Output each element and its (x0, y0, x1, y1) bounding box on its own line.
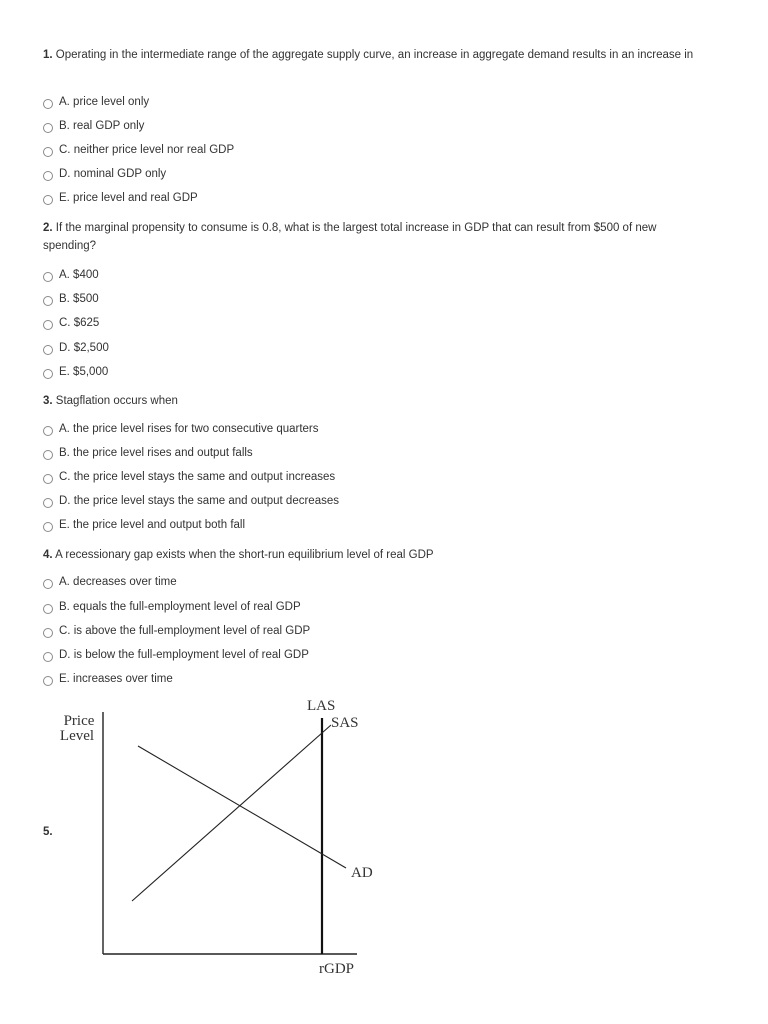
radio-icon[interactable] (43, 474, 53, 484)
q4-option-c[interactable] (43, 623, 310, 639)
question-number: 4. (43, 549, 53, 561)
radio-icon[interactable] (43, 498, 53, 508)
radio-icon[interactable] (43, 369, 53, 379)
q4-option-a[interactable] (43, 574, 177, 590)
q2-option-b[interactable] (43, 291, 99, 307)
sas-label: SAS (331, 715, 359, 731)
ad-curve (138, 746, 346, 868)
radio-icon[interactable] (43, 296, 53, 306)
option-label: C. is above the full-employment level of real GDP (59, 625, 311, 637)
q1-option-e[interactable] (43, 190, 198, 206)
radio-icon[interactable] (43, 628, 53, 638)
option-label: C. $625 (59, 317, 100, 329)
question-number: 2. (43, 222, 53, 234)
option-label: E. $5,000 (59, 366, 109, 378)
radio-icon[interactable] (43, 99, 53, 109)
y-axis-label-price: Price (63, 713, 95, 729)
q4-option-b[interactable] (43, 599, 301, 615)
option-label: B. the price level rises and output falls (59, 447, 253, 459)
radio-icon[interactable] (43, 272, 53, 282)
question-number: 1. (43, 49, 53, 61)
las-label: LAS (307, 698, 336, 714)
q3-option-c[interactable] (43, 469, 335, 485)
radio-icon[interactable] (43, 579, 53, 589)
question-2-text (43, 219, 711, 255)
y-axis-label-level: Level (59, 728, 95, 744)
question-4-text (43, 546, 711, 564)
radio-icon[interactable] (43, 123, 53, 133)
option-label: D. nominal GDP only (59, 168, 167, 180)
question-number: 3. (43, 395, 53, 407)
radio-icon[interactable] (43, 426, 53, 436)
q4-option-e[interactable] (43, 671, 173, 687)
option-label: B. $500 (59, 293, 99, 305)
q1-option-a[interactable] (43, 94, 149, 110)
question-1-text (43, 46, 711, 64)
option-label: D. $2,500 (59, 342, 109, 354)
radio-icon[interactable] (43, 195, 53, 205)
q3-option-a[interactable] (43, 421, 319, 437)
option-label: A. decreases over time (59, 576, 177, 588)
option-label: D. is below the full-employment level of real GDP (59, 649, 309, 661)
question-prompt: A recessionary gap exists when the short-run equilibrium level of real GDP (52, 549, 434, 561)
option-label: A. price level only (59, 96, 150, 108)
option-label: A. the price level rises for two consecutive quarters (59, 423, 319, 435)
q2-option-d[interactable] (43, 340, 109, 356)
question-prompt: Stagflation occurs when (52, 395, 178, 407)
radio-icon[interactable] (43, 676, 53, 686)
option-label: D. the price level stays the same and output decreases (59, 495, 339, 507)
q4-option-d[interactable] (43, 647, 309, 663)
q2-option-a[interactable] (43, 267, 99, 283)
radio-icon[interactable] (43, 147, 53, 157)
q3-option-b[interactable] (43, 445, 253, 461)
option-label: C. the price level stays the same and output increases (59, 471, 336, 483)
sas-curve (132, 725, 331, 901)
radio-icon[interactable] (43, 450, 53, 460)
q2-option-e[interactable] (43, 364, 108, 380)
question-prompt: Operating in the intermediate range of the aggregate supply curve, an increase in aggregate demand results in an increase in (52, 49, 694, 61)
radio-icon[interactable] (43, 345, 53, 355)
question-5-number: 5. (43, 826, 53, 838)
option-label: A. $400 (59, 269, 99, 281)
option-label: B. real GDP only (59, 120, 145, 132)
option-label: E. price level and real GDP (59, 192, 198, 204)
q1-option-c[interactable] (43, 142, 234, 158)
radio-icon[interactable] (43, 522, 53, 532)
option-label: E. the price level and output both fall (59, 519, 246, 531)
q1-option-b[interactable] (43, 118, 144, 134)
radio-icon[interactable] (43, 604, 53, 614)
question-3-text (43, 392, 711, 410)
option-label: E. increases over time (59, 673, 173, 685)
ad-label: AD (351, 865, 373, 881)
question-prompt: If the marginal propensity to consume is 0.8, what is the largest total increase in GDP that can result from $500 of new spending? (43, 222, 657, 252)
radio-icon[interactable] (43, 171, 53, 181)
radio-icon[interactable] (43, 652, 53, 662)
q3-option-d[interactable] (43, 493, 339, 509)
option-label: B. equals the full-employment level of real GDP (59, 601, 301, 613)
q2-option-c[interactable] (43, 315, 99, 331)
x-axis-label: rGDP (319, 961, 355, 977)
option-label: C. neither price level nor real GDP (59, 144, 235, 156)
radio-icon[interactable] (43, 320, 53, 330)
q3-option-e[interactable] (43, 517, 245, 533)
as-ad-graph (0, 690, 768, 990)
q1-option-d[interactable] (43, 166, 166, 182)
